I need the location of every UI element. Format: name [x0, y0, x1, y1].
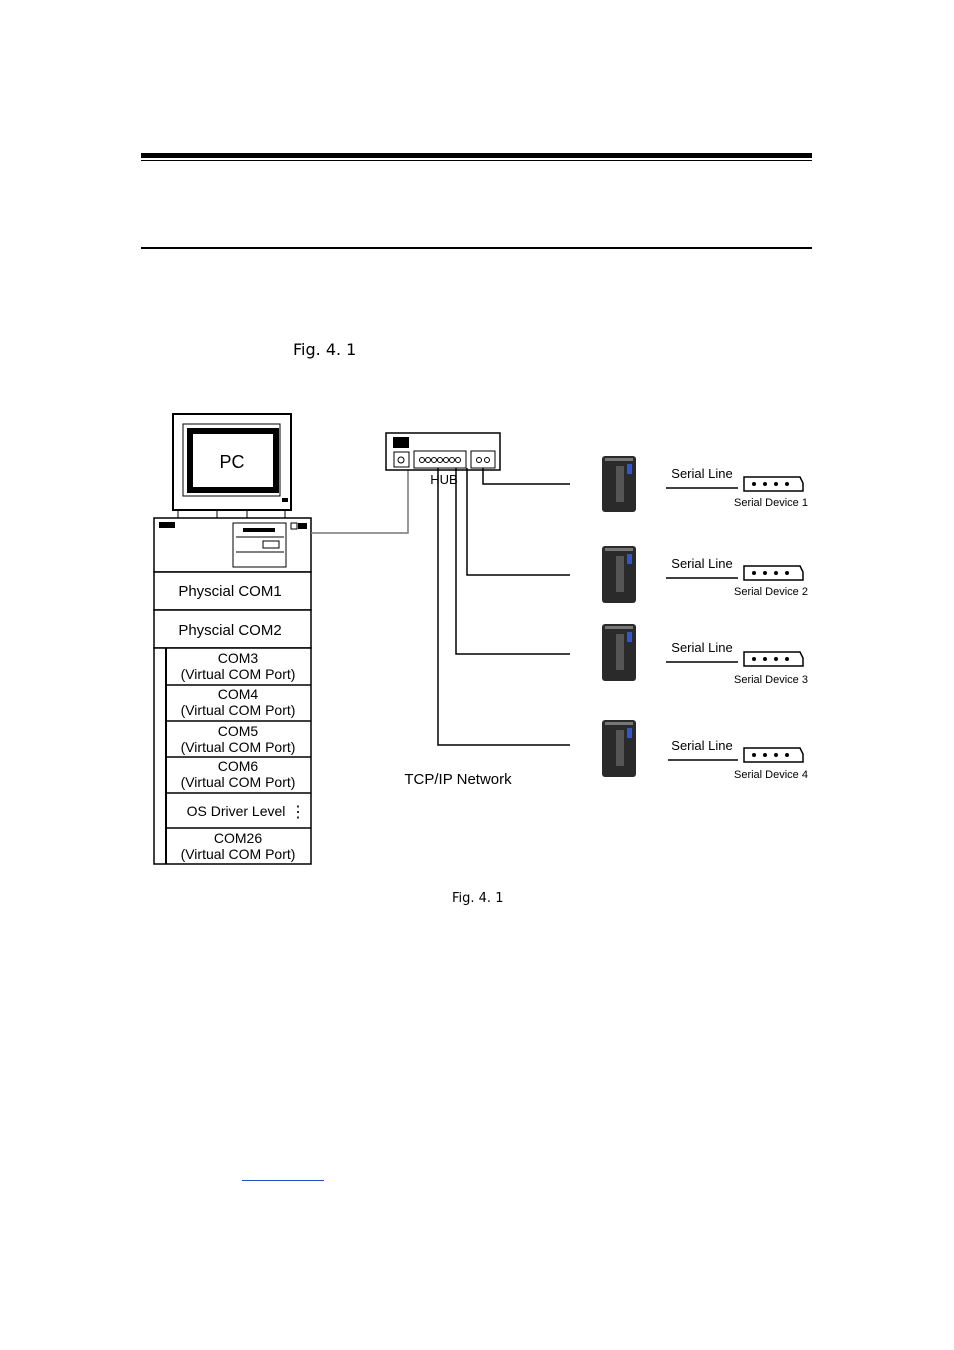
- serial-device-label: Serial Device 3: [734, 674, 808, 686]
- serial-line-label: Serial Line: [671, 466, 733, 481]
- com3-name: COM3: [217, 650, 259, 666]
- serial-connector-icon: [744, 748, 803, 762]
- os-driver-level-label: OS Driver Level: [186, 803, 286, 819]
- pc-hub-cable: [311, 467, 408, 533]
- virtual-com-stack: [154, 648, 311, 864]
- tcp-ip-network-label: TCP/IP Network: [404, 771, 512, 788]
- device-server-icon: [602, 720, 636, 777]
- com26-name: COM26: [213, 830, 263, 846]
- com4-name: COM4: [217, 686, 259, 702]
- serial-connector-icon: [744, 477, 803, 491]
- device-server-icon: [602, 456, 636, 512]
- com6-sub: (Virtual COM Port): [180, 774, 296, 790]
- com26-sub: (Virtual COM Port): [180, 846, 296, 862]
- serial-device-label: Serial Device 1: [734, 497, 808, 509]
- pc-case: [154, 518, 311, 572]
- serial-line-label: Serial Line: [671, 738, 733, 753]
- serial-connector-icon: [744, 652, 803, 666]
- serial-connector-icon: [744, 566, 803, 580]
- pc-label: PC: [219, 452, 245, 472]
- com3-sub: (Virtual COM Port): [180, 666, 296, 682]
- physical-com2-label: Physcial COM2: [178, 622, 282, 639]
- driver-ellipsis-icon: ⋮: [290, 804, 306, 821]
- device-server-icon: [602, 546, 636, 603]
- physical-com-stack: [154, 572, 311, 648]
- serial-device-label: Serial Device 4: [734, 769, 808, 781]
- pc-monitor: [173, 414, 291, 518]
- serial-link-1: [666, 466, 808, 509]
- serial-link-2: [666, 556, 808, 598]
- device-server-icon: [602, 624, 636, 681]
- hyperlink-underline[interactable]: [242, 1180, 324, 1181]
- serial-line-label: Serial Line: [671, 556, 733, 571]
- figure-caption: Fig. 4. 1: [452, 891, 504, 906]
- serial-link-3: [666, 640, 808, 686]
- com6-name: COM6: [217, 758, 259, 774]
- com4-sub: (Virtual COM Port): [180, 702, 296, 718]
- figure-reference: Fig. 4. 1: [293, 340, 357, 359]
- serial-link-4: [668, 738, 808, 781]
- com5-name: COM5: [217, 723, 259, 739]
- com5-sub: (Virtual COM Port): [180, 739, 296, 755]
- physical-com1-label: Physcial COM1: [178, 583, 282, 600]
- serial-line-label: Serial Line: [671, 640, 733, 655]
- hub-label: HUB: [430, 472, 458, 487]
- serial-device-label: Serial Device 2: [734, 586, 808, 598]
- network-cables: [438, 468, 570, 745]
